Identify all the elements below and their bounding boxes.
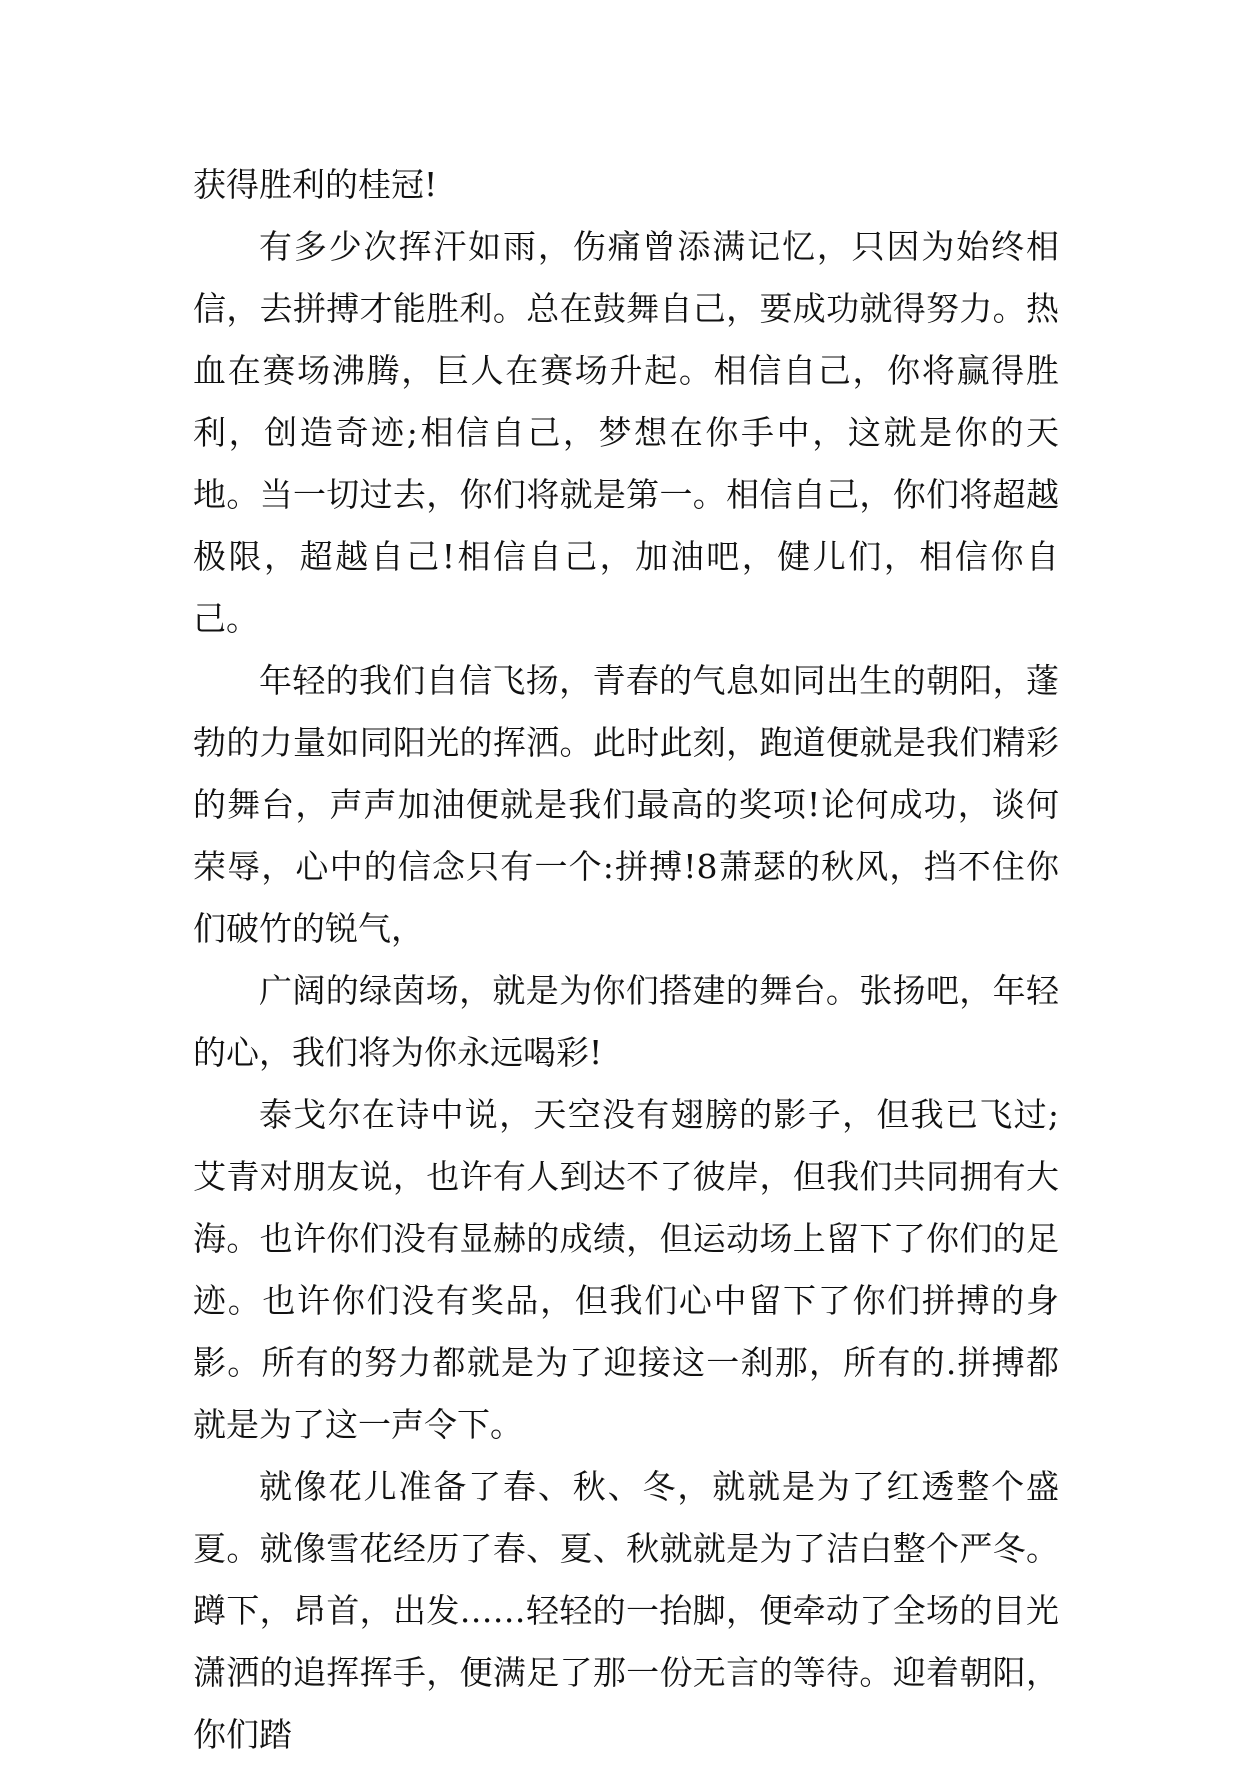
paragraph-2: 有多少次挥汗如雨，伤痛曾添满记忆，只因为始终相信，去拼搏才能胜利。总在鼓舞自己，要成功就得努力。热血在赛场沸腾，巨人在赛场升起。相信自己，你将赢得胜利，创造奇迹;相信自己，梦想在你手中，这就是你的天地。当一切过去，你们将就是第一。相信自己，你们将超越极限，超越自己!相信自己，加油吧，健儿们，相信你自己。 — [193, 227, 1059, 638]
document-body — [193, 154, 1059, 1766]
paragraph-1: 获得胜利的桂冠! — [193, 165, 438, 204]
paragraph-5: 泰戈尔在诗中说，天空没有翅膀的影子，但我已飞过;艾青对朋友说，也许有人到达不了彼岸，但我们共同拥有大海。也许你们没有显赫的成绩，但运动场上留下了你们的足迹。也许你们没有奖品，但我们心中留下了你们拼搏的身影。所有的努力都就是为了迎接这一刹那，所有的.拼搏都就是为了这一声令下。 — [193, 1095, 1059, 1444]
paragraph-3: 年轻的我们自信飞扬，青春的气息如同出生的朝阳，蓬勃的力量如同阳光的挥洒。此时此刻，跑道便就是我们精彩的舞台，声声加油便就是我们最高的奖项!论何成功，谈何荣辱，心中的信念只有一个:拼搏!8萧瑟的秋风，挡不住你们破竹的锐气， — [193, 661, 1059, 948]
paragraph-6: 就像花儿准备了春、秋、冬，就就是为了红透整个盛夏。就像雪花经历了春、夏、秋就就是为了洁白整个严冬。蹲下，昂首，出发……轻轻的一抬脚，便牵动了全场的目光潇洒的追挥挥手，便满足了那一份无言的等待。迎着朝阳，你们踏 — [193, 1467, 1059, 1754]
paragraph-4: 广阔的绿茵场，就是为你们搭建的舞台。张扬吧，年轻的心，我们将为你永远喝彩! — [193, 971, 1059, 1072]
